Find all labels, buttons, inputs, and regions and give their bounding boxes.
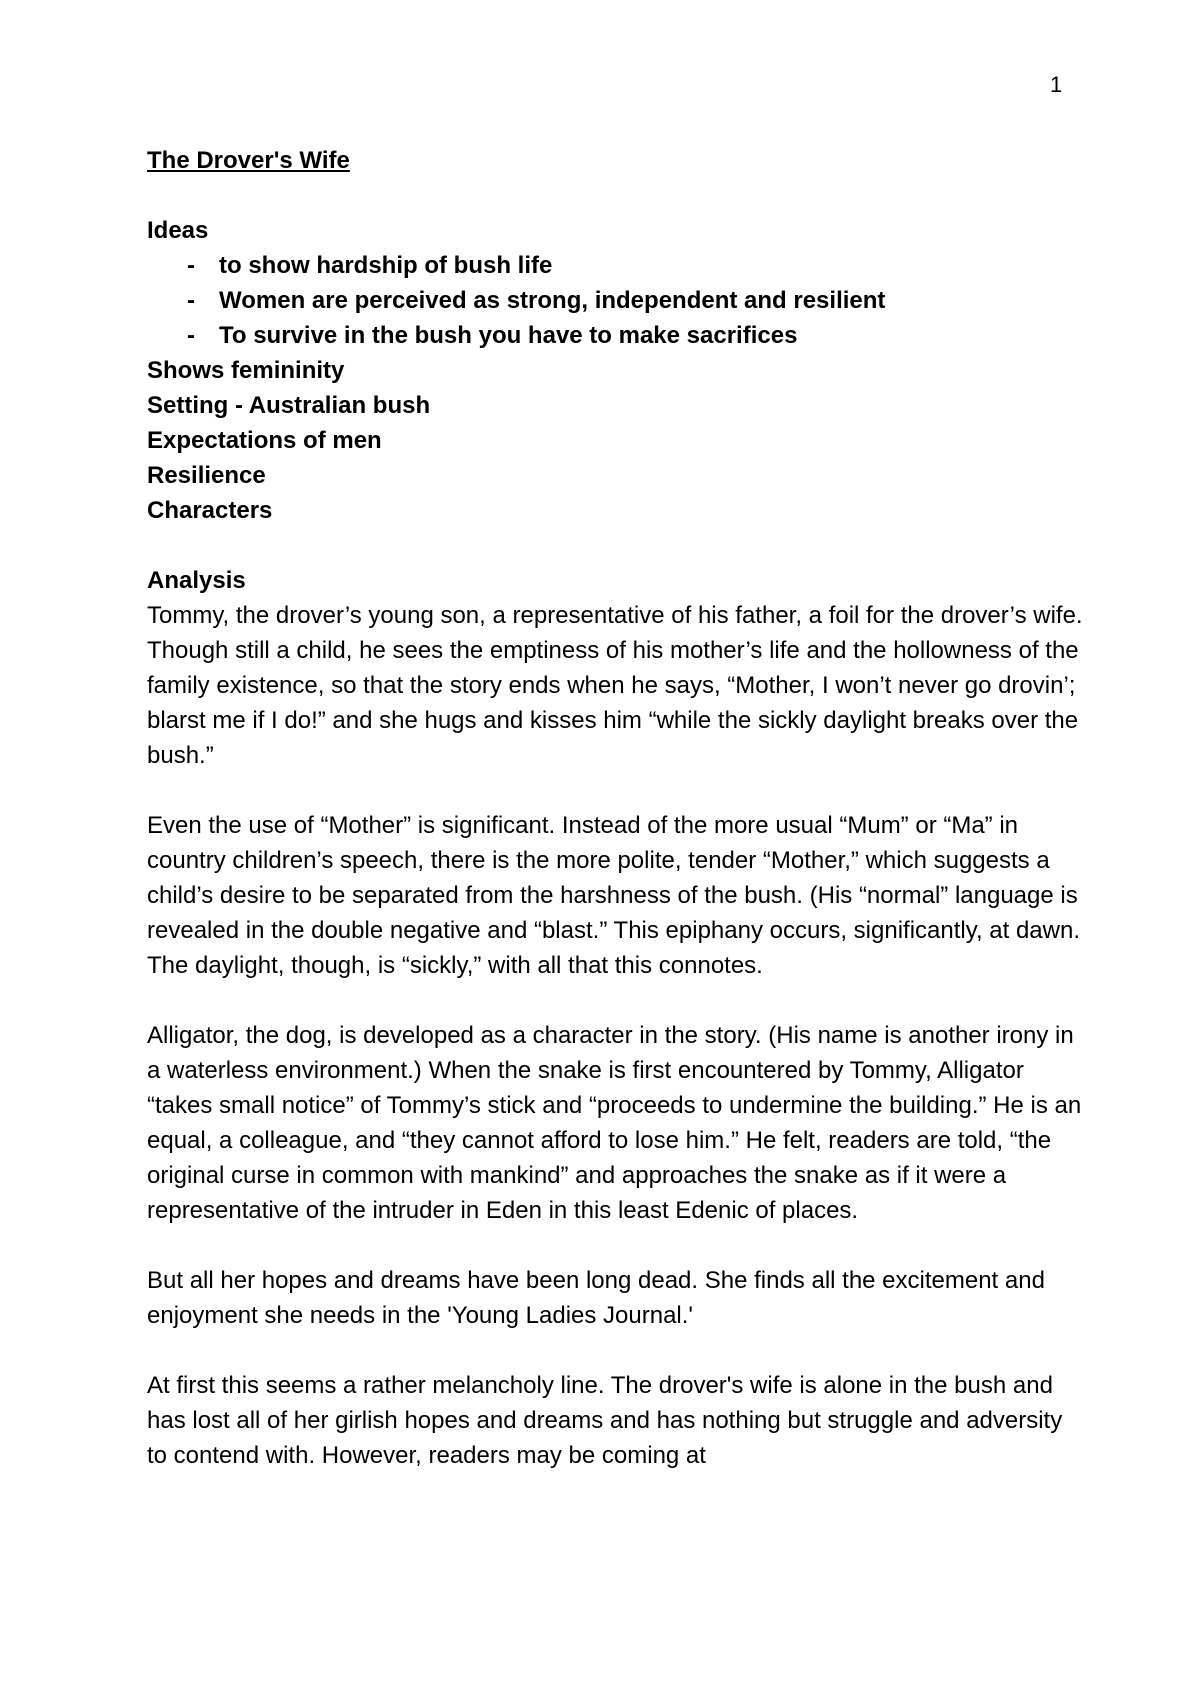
- ideas-list: [147, 248, 1087, 353]
- topic-setting: Setting - Australian bush: [147, 392, 431, 419]
- document-body: [147, 143, 1087, 1508]
- list-item: - to show hardship of bush life: [147, 248, 1087, 283]
- topic-femininity: Shows femininity: [147, 357, 345, 384]
- paragraph-tommy: Tommy, the drover’s young son, a representative of his father, a foil for the drover’s wife. Though still a child, he sees the emptiness of his mother’s life and the hollowness of the family existence, so that the story ends when he says, “Mother, I won’t never go drovin’; blarst me if I do!” and she hugs and kisses him “while the sickly daylight breaks over the bush.”: [147, 602, 1083, 769]
- topic-resilience: Resilience: [147, 462, 266, 489]
- paragraph-mother: Even the use of “Mother” is significant. Instead of the more usual “Mum” or “Ma” in country children’s speech, there is the more polite, tender “Mother,” which suggests a child’s desire to be separated from the harshness of the bush. (His “normal” language is revealed in the double negative and “blast.” This epiphany occurs, significantly, at dawn. The daylight, though, is “sickly,” with all that this connotes.: [147, 812, 1080, 979]
- topic-characters: Characters: [147, 497, 273, 524]
- paragraph-melancholy: At first this seems a rather melancholy line. The drover's wife is alone in the bush and has lost all of her girlish hopes and dreams and has nothing but struggle and adversity to contend with. However, readers may be coming at: [147, 1372, 1063, 1469]
- page-number: 1: [1050, 72, 1063, 97]
- ideas-heading: Ideas: [147, 217, 209, 244]
- topic-expectations: Expectations of men: [147, 427, 382, 454]
- paragraph-alligator: Alligator, the dog, is developed as a character in the story. (His name is another irony in a waterless environment.) When the snake is first encountered by Tommy, Alligator “takes small notice” of Tommy’s stick and “proceeds to undermine the building.” He is an equal, a colleague, and “they cannot afford to lose him.” He felt, readers are told, “the original curse in common with mankind” and approaches the snake as if it were a representative of the intruder in Eden in this least Edenic of places.: [147, 1022, 1082, 1224]
- paragraph-hopes: But all her hopes and dreams have been long dead. She finds all the excitement and enjoyment she needs in the 'Young Ladies Journal.': [147, 1267, 1045, 1329]
- list-item: - Women are perceived as strong, independent and resilient: [147, 283, 1087, 318]
- document-title: The Drover's Wife: [147, 147, 350, 174]
- list-item: - To survive in the bush you have to make sacrifices: [147, 318, 1087, 353]
- analysis-heading: Analysis: [147, 567, 246, 594]
